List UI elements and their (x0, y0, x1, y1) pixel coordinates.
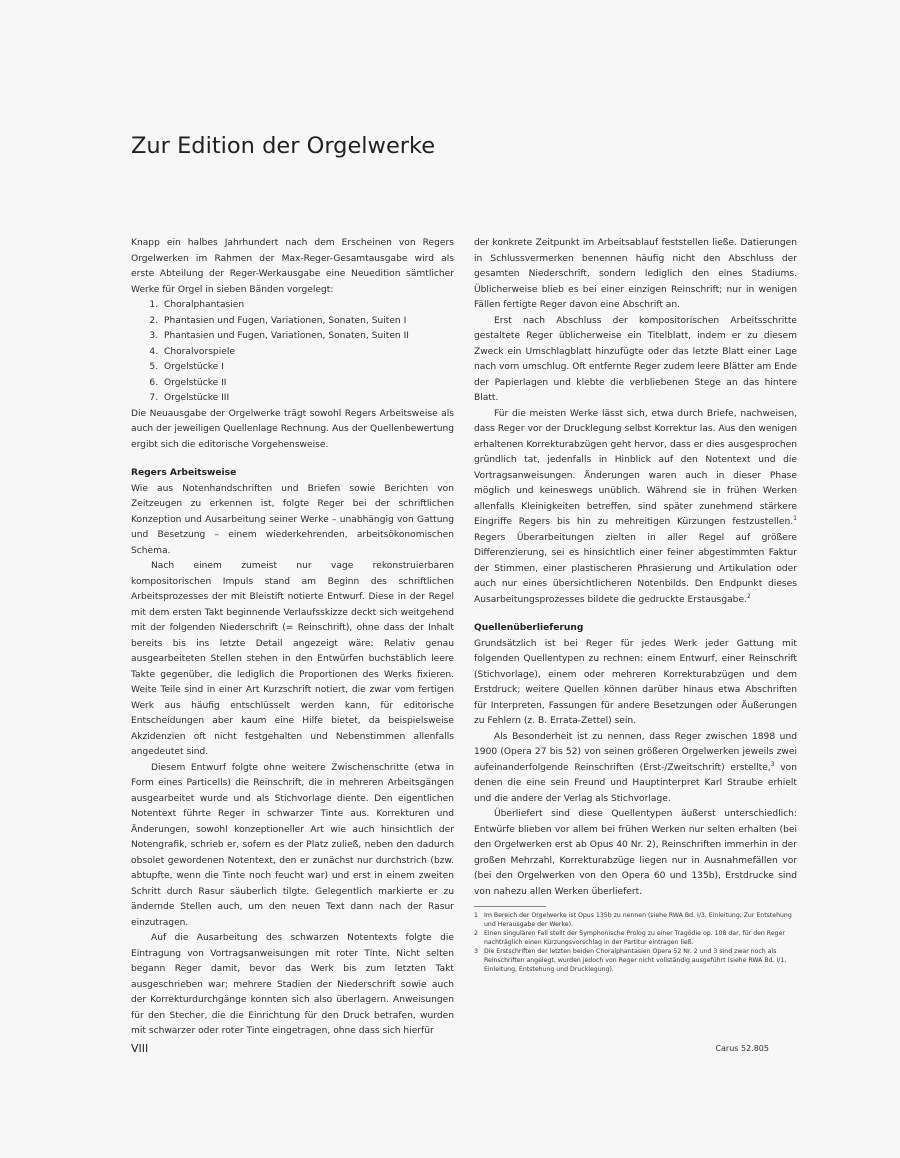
footnote-ref: 2 (746, 592, 751, 600)
page-number: VIII (131, 1042, 149, 1055)
footnote-text: Die Erstschriften der letzten beiden Choralphantasien Opera 52 Nr. 2 und 3 sind zwar noch als Reinschriften angelegt, wurden jedoch von Reger nicht vollständig ausgeführt (siehe RWA Bd. I/1, Einleitung, Entstehung und Drucklegung). (484, 948, 787, 973)
paragraph: Überliefert sind diese Quellentypen äußerst unterschiedlich: Entwürfe blieben vor allem bei frühen Werken nur selten erhalten (bei den Orgelwerken erst ab Opus 40 Nr. 2), Reinschriften immerhin in der großen Mehrzahl, Korrekturabzüge liegen nur in Ausnahmefällen vor (bei den Orgelwerken von den Opera 60 und 135b), Erstdrucke sind von nahezu allen Werken überliefert. (474, 809, 797, 897)
footnote (474, 911, 797, 929)
paragraph: Nach einem zumeist nur vage rekonstruierbaren kompositorischen Impuls stand am Beginn des schriftlichen Arbeitsprozesses der mit Bleistift notierte Entwurf. Diese in der Regel mit dem ersten Takt beginnende Verlaufsskizze deckt sich weitgehend mit der folgenden Niederschrift (= Reinschrift), ohne dass der Inhalt bereits bis ins letzte Detail angezeigt wäre: Relativ genau ausgearbeiteten Stellen stehen in den Entwürfen buchstäblich leere Takte gegenüber, die lediglich die Proportionen des Werks fixieren. Weite Teile sind in einer Art Kurzschrift notiert, die zwar vom fertigen Werk aus häufig entschlüsselt werden kann, für editorische Entscheidungen aber kaum eine Hilfe bietet, da beispielsweise Akzidenzien oft nicht festgehalten und Nebenstimmen allenfalls angedeutet sind. (131, 561, 454, 757)
footnote-number: 3 (474, 948, 478, 955)
paragraph: der konkrete Zeitpunkt im Arbeitsablauf feststellen ließe. Datierungen in Schlussvermerken benennen häufig nicht den Abschluss der gesamten Niederschrift, sondern lediglich den eines Stadiums. Üblicherweise blieb es bei einer einzigen Reinschrift; nur in wenigen Fällen fertigte Reger davon eine Abschrift an. (474, 238, 797, 310)
paragraph-text: von denen die eine sein Freund und Hauptinterpret Karl Straube erhielt und die andere der Verlag als Stichvorlage. (474, 762, 797, 804)
list-item: 6. Orgelstücke II (161, 376, 454, 392)
footnote-number: 2 (474, 930, 478, 937)
paragraph: Erst nach Abschluss der kompositorischen Arbeitsschritte gestaltete Reger üblicherweise ein Titelblatt, indem er zu diesem Zweck ein Umschlagblatt hinzufügte oder das letzte Blatt einer Lage nach vorn umschlug. Oft entfernte Reger zudem leere Blätter am Ende der Papierlagen und klebte die verbliebenen Stege an das hintere Blatt. (474, 315, 797, 403)
footnote-ref: 3 (770, 760, 775, 768)
paragraph (474, 730, 797, 808)
footnote-text: Im Bereich der Orgelwerke ist Opus 135b zu nennen (siehe RWA Bd. I/3, Einleitung, Zur Entstehung und Herausgabe der Werke). (484, 912, 792, 928)
section-heading-arbeitsweise: Regers Arbeitsweise (131, 468, 237, 478)
footnote-ref: 1 (793, 514, 797, 522)
paragraph-text: Regers Überarbeitungen zielten in aller Regel auf größere Differenzierung, sei es hinsichtlich einer feiner abgestimmten Faktur der Stimmen, einer plastischeren Phrasierung und Artikulation oder auch nur eines übersichtlicheren Notenbilds. Den Endpunkt dieses Ausarbeitungsprozesses bildete die gedruckte Erstausgabe. (474, 532, 797, 605)
paragraph-text: Als Besonderheit ist zu nennen, dass Reger zwischen 1898 und 1900 (Opera 27 bis 52) von seinen größeren Orgelwerken jeweils zwei aufeinanderfolgende Reinschriften (Erst-/Zweitschrift) erstellte, (474, 731, 797, 773)
paragraph: Diesem Entwurf folgte ohne weitere Zwischenschritte (etwa in Form eines Particells) die Reinschrift, die in mehreren Arbeitsgängen ausgearbeitet wurde und als Stichvorlage diente. Den eigentlichen Notentext führte Reger in schwarzer Tinte aus. Korrekturen und Änderungen, sowohl konzeptioneller Art wie auch hinsichtlich der Notengrafik, schrieb er, sofern es der Platz zuließ, neben den dadurch obsolet gewordenen Notentext, den er zunächst nur durchstrich (bzw. abtupfte, wenn die Tinte noch feucht war) und erst in einem zweiten Schritt durch Rasur säuberlich tilgte. Gelegentlich markierte er zu ändernde Stellen auch, um den neuen Text dann nach der Rasur einzutragen. (131, 762, 454, 928)
paragraph: Wie aus Notenhandschriften und Briefen sowie Berichten von Zeitzeugen zu erkennen ist, folgte Reger bei der schriftlichen Konzeption und Ausarbeitung seiner Werke – unabhängig von Gattung und Besetzung – einem wiederkehrenden, arbeitsökonomischen Schema. (131, 483, 454, 556)
volume-list (131, 298, 454, 407)
footnote (474, 929, 797, 947)
footnote-text: Einen singulären Fall stellt der Symphonische Prolog zu einer Tragödie op. 108 dar, für den Reger nachträglich einen Kürzungsvorschlag in der Partitur eintragen ließ. (484, 930, 785, 946)
section-heading-quellen: Quellenüberlieferung (474, 623, 584, 633)
list-item: 5. Orgelstücke I (161, 360, 454, 376)
list-item: 4. Choralvorspiele (161, 345, 454, 361)
footnote (474, 947, 797, 974)
right-column (474, 236, 797, 974)
list-item: 7. Orgelstücke III (161, 391, 454, 407)
paragraph (474, 407, 797, 609)
paragraph: Auf die Ausarbeitung des schwarzen Notentexts folgte die Eintragung von Vortragsanweisungen mit roter Tinte. Nicht selten begann Reger damit, bevor das Werk bis zum letzten Takt ausgeschrieben war; mehrere Stadien der Niederschrift sowie auch der Korrekturdurchgänge konnten sich also überlagern. Anweisungen für den Stecher, die die Einrichtung für den Druck betrafen, wurden mit schwarzer oder roter Tinte eingetragen, ohne dass sich hierfür (131, 933, 454, 1036)
paragraph-text: Für die meisten Werke lässt sich, etwa durch Briefe, nachweisen, dass Reger vor der Drucklegung selbst Korrektur las. Aus den wenigen erhaltenen Korrekturabzügen geht hervor, dass er dies ausgesprochen gründlich tat, jedenfalls in Hinblick auf den Notentext und die Vortragsanweisungen. Änderungen waren auch in dieser Phase möglich und keineswegs unüblich. Während sie in frühen Werken allenfalls Kleinigkeiten betreffen, sind später zunehmend stärkere Eingriffe Regers bis hin zu mehreitigen Kürzungen festzustellen. (474, 408, 797, 527)
intro-paragraph: Knapp ein halbes Jahrhundert nach dem Erscheinen von Regers Orgelwerken im Rahmen der Max-Reger-Gesamtausgabe wird als erste Abteilung der Reger-Werkausgabe eine Neuedition sämtlicher Werke für Orgel in sieben Bänden vorgelegt: (131, 238, 454, 295)
catalog-number: Carus 52.805 (715, 1044, 769, 1053)
paragraph: Die Neuausgabe der Orgelwerke trägt sowohl Regers Arbeitsweise als auch der jeweiligen Quellenlage Rechnung. Aus der Quellenbewertung ergibt sich die editorische Vorgehensweise. (131, 408, 454, 450)
footnote-number: 1 (474, 912, 478, 919)
footnote-divider (474, 906, 546, 907)
left-column (131, 236, 454, 1040)
list-item: 1. Choralphantasien (161, 298, 454, 314)
list-item: 3. Phantasien und Fugen, Variationen, Sonaten, Suiten II (161, 329, 454, 345)
list-item: 2. Phantasien und Fugen, Variationen, Sonaten, Suiten I (161, 314, 454, 330)
page-title: Zur Edition der Orgelwerke (131, 133, 436, 159)
paragraph: Grundsätzlich ist bei Reger für jedes Werk jeder Gattung mit folgenden Quellentypen zu rechnen: einem Entwurf, einer Reinschrift (Stichvorlage), einem oder mehreren Korrekturabzügen und dem Erstdruck; weitere Quellen können darüber hinaus etwa Abschriften für Interpreten, Fassungen für andere Besetzungen oder Äußerungen zu Fehlern (z. B. Errata-Zettel) sein. (474, 638, 797, 726)
